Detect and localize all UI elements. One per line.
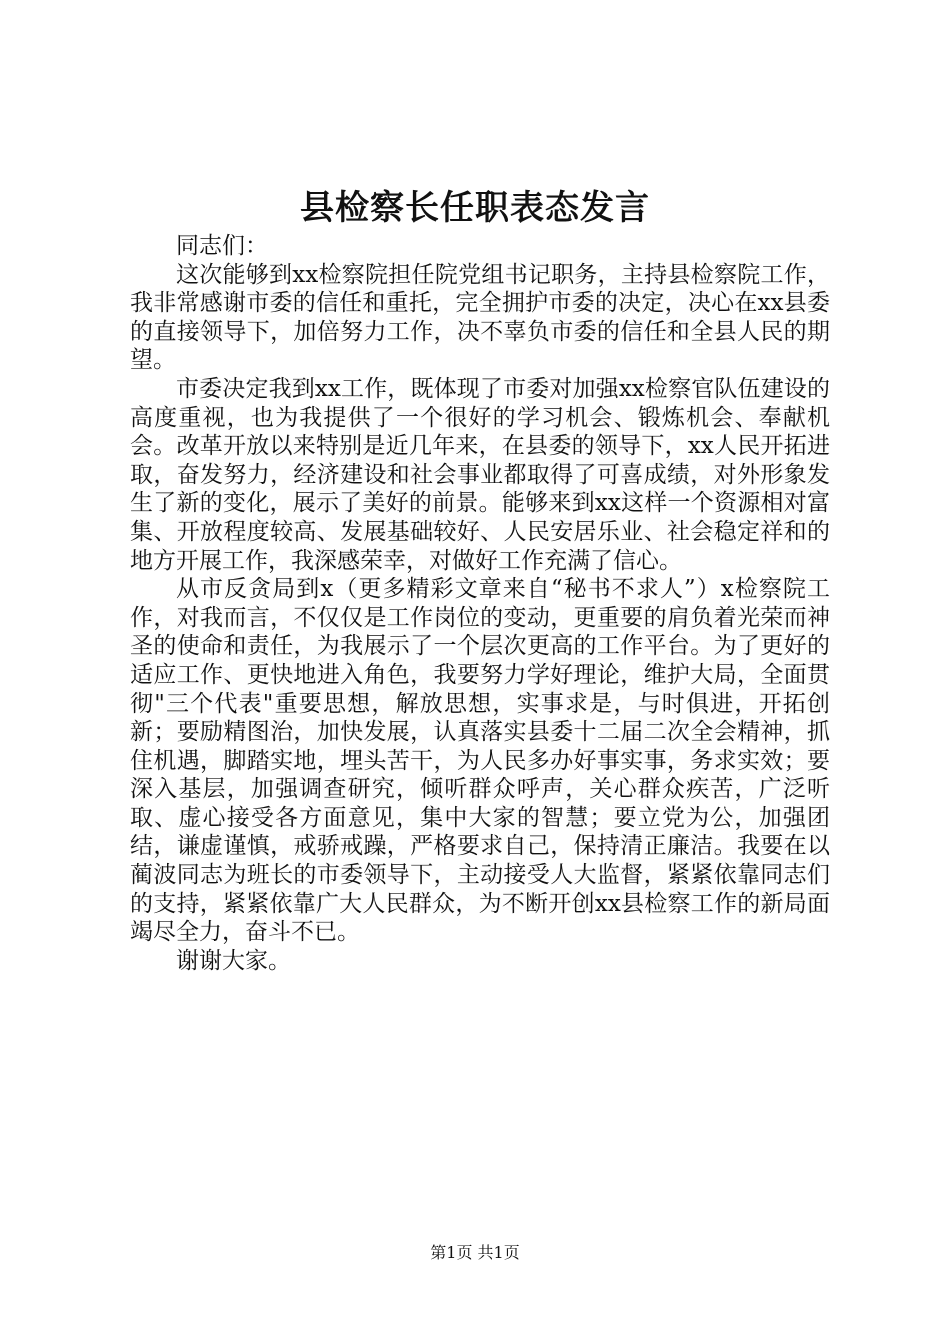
paragraph-3: 从市反贪局到x（更多精彩文章来自“秘书不求人”）x检察院工作，对我而言，不仅仅是工作岗位的变动，更重要的肩负着光荣而神圣的使命和责任，为我展示了一个层次更高的工作平台。为了更好的适应工作、更快地进入角色，我要努力学好理论，维护大局，全面贯彻"三个代表"重要思想，解放思想，实事求是，与时俱进，开拓创新；要励精图治，加快发展，认真落实县委十二届二次全会精神，抓住机遇，脚踏实地，埋头苦干，为人民多办好事实事，务求实效；要深入基层，加强调查研究，倾听群众呼声，关心群众疾苦，广泛听取、虚心接受各方面意见，集中大家的智慧；要立党为公，加强团结，谦虚谨慎，戒骄戒躁，严格要求自己，保持清正廉洁。我要在以蔺波同志为班长的市委领导下，主动接受人大监督，紧紧依靠同志们的支持，紧紧依靠广大人民群众，为不断开创xx县检察工作的新局面竭尽全力，奋斗不已。 [130,576,830,946]
paragraph-1: 这次能够到xx检察院担任院党组书记职务，主持县检察院工作，我非常感谢市委的信任和重托，完全拥护市委的决定，决心在xx县委的直接领导下，加倍努力工作，决不辜负市委的信任和全县人民的期望。 [130,261,830,374]
document-body [130,232,830,975]
salutation: 同志们： [176,233,268,259]
closing-remark: 谢谢大家。 [176,947,291,974]
paragraph-2: 市委决定我到xx工作，既体现了市委对加强xx检察官队伍建设的高度重视，也为我提供了一个很好的学习机会、锻炼机会、奉献机会。改革开放以来特别是近几年来，在县委的领导下，xx人民开拓进取，奋发努力，经济建设和社会事业都取得了可喜成绩，对外形象发生了新的变化，展示了美好的前景。能够来到xx这样一个资源相对富集、开放程度较高、发展基础较好、人民安居乐业、社会稳定祥和的地方开展工作，我深感荣幸，对做好工作充满了信心。 [130,375,830,574]
page-number-footer: 第1页 共1页 [430,1243,520,1262]
document-title: 县检察长任职表态发言 [300,188,650,228]
